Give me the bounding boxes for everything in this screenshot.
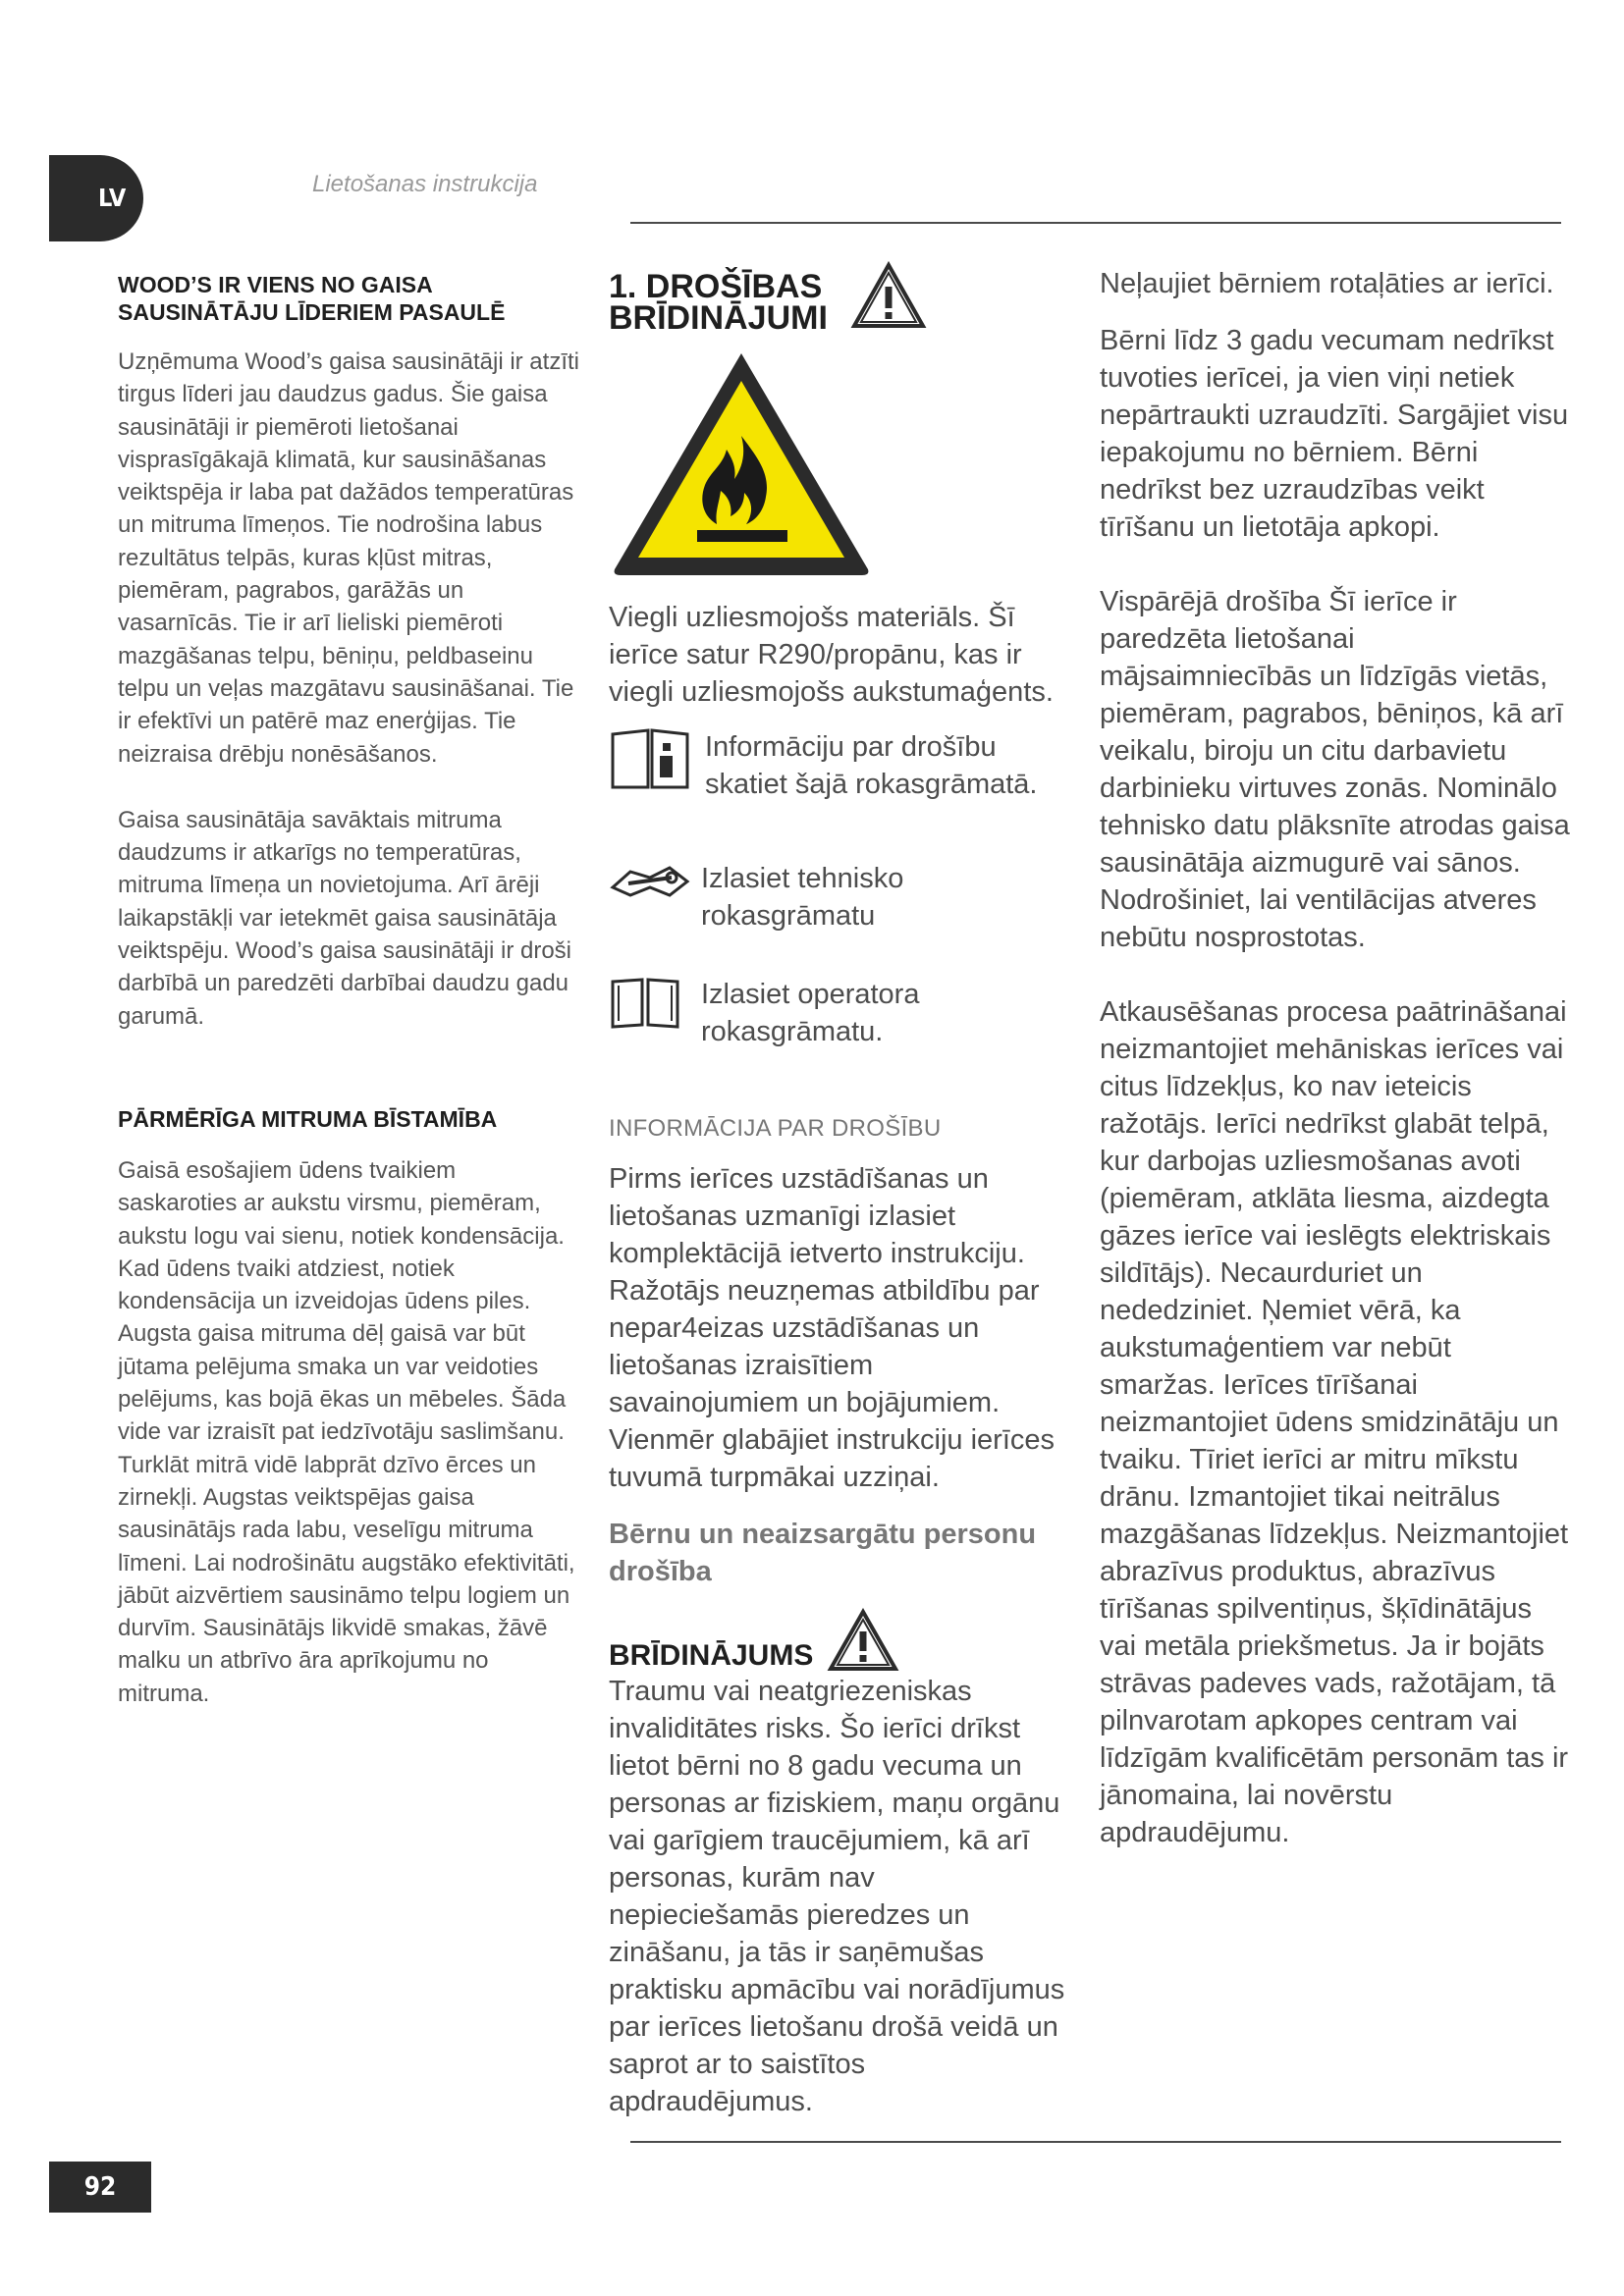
tech-manual-row <box>609 860 1070 934</box>
warning-triangle-icon-2 <box>827 1608 899 1673</box>
paragraph-flammable: Viegli uzliesmojošs materiāls. Šī ierīce satur R290/propānu, kas ir viegli uzliesmojošs aukstumaģents. <box>609 602 1054 708</box>
column-3 <box>1100 265 1571 1851</box>
paragraph-moisture-amount: Gaisa sausinātāja savāktais mitruma daudzums ir atkarīgs no temperatūras, mitruma līmeņa un novietojuma. Arī ārēji laikapstākļi var ietekmēt gaisa sausinātāja veiktspēju. Wood’s gaisa sausinātāji ir droši darbībā un paredzēti darbībai daudzu gadu garumā. <box>118 806 572 1030</box>
paragraph-children-age: Bērni līdz 3 gadu vecumam nedrīkst tuvoties ierīcei, ja vien viņi netiek nepārtraukti uzraudzīti. Sargājiet visu iepakojumu no bērniem. Bērni nedrīkst bez uzraudzības veikt tīrīšanu un lietotāja apkopi. <box>1100 325 1569 543</box>
flammable-warning-icon <box>609 347 874 579</box>
warning-triangle-icon <box>850 261 927 330</box>
operator-manual-row <box>609 976 1070 1050</box>
tech-manual-text: Izlasiet tehnisko rokasgrāmatu <box>701 863 904 932</box>
language-tab: LV <box>49 155 143 241</box>
header-rule <box>630 222 1561 224</box>
paragraph-no-play: Neļaujiet bērniem rotaļāties ar ierīci. <box>1100 268 1554 299</box>
info-text: Informāciju par drošību skatiet šajā rokasgrāmatā. <box>705 731 1038 800</box>
info-row <box>609 726 1070 803</box>
wrench-book-icon <box>609 862 691 901</box>
operator-manual-text: Izlasiet operatora rokasgrāmatu. <box>701 979 920 1047</box>
paragraph-warning: Traumu vai neatgriezeniskas invaliditātes risks. Šo ierīci drīkst lietot bērni no 8 gadu vecuma un personas ar fiziskiem, maņu orgānu vai garīgiem traucējumiem, kā arī personas, kurām nav nepieciešamās pieredzes un zināšanu, ja tās ir saņēmušas praktisku apmācību vai norādījumus par ierīces lietošanu drošā veidā un saprot ar to saistītos apdraudējumus. <box>609 1676 1065 2117</box>
heading-safety-info: INFORMĀCIJA PAR DROŠĪBU <box>609 1115 942 1142</box>
section-title: 1. DROŠĪBAS BRĪDINĀJUMI <box>609 268 828 337</box>
paragraph-defrost-cleaning: Atkausēšanas procesa paātrināšanai neizmantojiet mehāniskas ierīces vai citus līdzekļus, ko nav ieteicis ražotājs. Ierīci nedrīkst glabāt telpā, kur darbojas uzliesmošanas avoti (piemēram, atklāta liesma, aizdegta gāzes ierīce vai ieslēgts elektriskais sildītājs). Necaurduriet un nededziniet. Ņemiet vērā, ka aukstumaģentiem var nebūt smaržas. Ierīces tīrīšanai neizmantojiet ūdens smidzinātāju un tvaiku. Tīriet ierīci ar mitru mīkstu drānu. Izmantojiet tikai neitrālus mazgāšanas līdzekļus. Neizmantojiet abrazīvus produktus, abrazīvus tīrīšanas spilventiņus, šķīdinātājus vai metāla priekšmetus. Ja ir bojāts strāvas padeves vads, ražotājam, tā pilnvarotam apkopes centram vai līdzīgām kvalificētām personām tas ir jānomaina, lai novērstu apdraudējumu. <box>1100 996 1569 1848</box>
paragraph-woods-intro: Uzņēmuma Wood’s gaisa sausinātāji ir atzīti tirgus līderi jau daudzus gadus. Šie gaisa sausinātāji ir piemēroti lietošanai visprasīgākajā klimatā, kur sausināšanas veiktspēja ir laba pat dažādos temperatūras un mitruma līmeņos. Tie nodrošina labus rezultātus telpās, kuras kļūst mitras, piemēram, pagrabos, garāžās un vasarnīcās. Tie ir arī lieliski piemēroti mazgāšanas telpu, bēniņu, peldbaseinu telpu un veļas mazgātavu sausināšanai. Tie ir efektīvi un patērē maz enerģijas. Tie neizraisa drēbju nonēsāšanos. <box>118 348 579 768</box>
column-2 <box>609 268 1070 2120</box>
header-title: Lietošanas instrukcija <box>312 171 538 197</box>
paragraph-safety-info: Pirms ierīces uzstādīšanas un lietošanas uzmanīgi izlasiet komplektācijā ietverto instrukciju. Ražotājs neuzņemas atbildību par nepar4eizas uzstādīšanas un lietošanas izraisītiem savainojumiem un bojājumiem. Vienmēr glabājiet instrukciju ierīces tuvumā turpmākai uzziņai. <box>609 1163 1056 1493</box>
heading-children-safety: Bērnu un neaizsargātu personu drošība <box>609 1519 1037 1587</box>
heading-woods-leader: WOOD’S IR VIENS NO GAISA SAUSINĀTĀJU LĪDERIEM PASAULĒ <box>118 272 506 325</box>
paragraph-general-safety: Vispārējā drošība Šī ierīce ir paredzēta lietošanai mājsaimniecībās un līdzīgās vietās, piemēram, pagrabos, bēniņos, kā arī veikalu, biroju un citu darbavietu darbinieku virtuves zonās. Nominālo tehnisko datu plāksnīte atrodas gaisa sausinātāja aizmugurē vai sānos. Nodrošiniet, lai ventilācijas atveres nebūtu nosprostotas. <box>1100 586 1570 953</box>
heading-excess-moisture: PĀRMĒRĪGA MITRUMA BĪSTAMĪBA <box>118 1105 498 1132</box>
column-1 <box>118 271 579 1710</box>
open-book-icon <box>609 976 681 1031</box>
book-info-icon <box>609 726 691 791</box>
paragraph-excess-moisture: Gaisā esošajiem ūdens tvaikiem saskaroties ar aukstu virsmu, piemēram, aukstu logu vai sienu, notiek kondensācija. Kad ūdens tvaiki atdziest, notiek kondensācija un izveidojas ūdens piles. Augsta gaisa mitruma dēļ gaisā var būt jūtama pelējuma smaka un var veidoties pelējums, kas bojā ēkas un mēbeles. Šāda vide var izraisīt pat iedzīvotāju saslimšanu. Turklāt mitrā vidē labprāt dzīvo ērces un zirnekļi. Augstas veiktspējas gaisa sausinātājs rada labu, veselīgu mitruma līmeni. Lai nodrošinātu augstāko efektivitāti, jābūt aizvērtiem sausināmo telpu logiem un durvīm. Sausinātājs likvidē smakas, žāvē malku un atbrīvo āra aprīkojumu no mitruma. <box>118 1156 575 1707</box>
footer-rule <box>630 2141 1561 2143</box>
warning-heading: BRĪDINĀJUMS <box>609 1639 814 1672</box>
page-number: 92 <box>49 2162 151 2213</box>
